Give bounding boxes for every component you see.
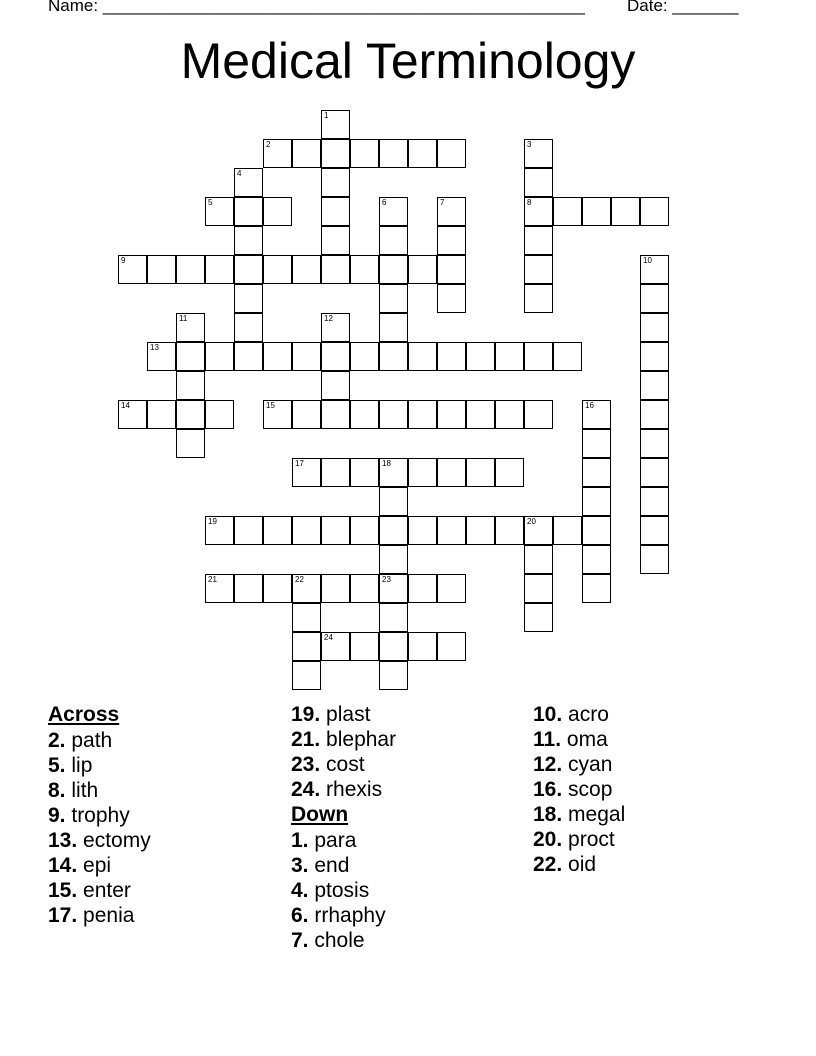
crossword-cell[interactable] bbox=[379, 516, 408, 545]
cell-number: 7 bbox=[440, 198, 445, 207]
date-field-label: Date: _______ bbox=[627, 0, 739, 15]
crossword-cell[interactable] bbox=[205, 255, 234, 284]
crossword-cell[interactable] bbox=[234, 574, 263, 603]
down-clue: 6. rrhaphy bbox=[291, 904, 386, 927]
cell-number: 4 bbox=[237, 169, 242, 178]
cell-number: 8 bbox=[527, 198, 532, 207]
crossword-cell[interactable] bbox=[379, 661, 408, 690]
cell-number: 1 bbox=[324, 111, 329, 120]
crossword-cell[interactable] bbox=[524, 516, 553, 545]
cell-number: 17 bbox=[295, 459, 304, 468]
crossword-cell[interactable] bbox=[524, 603, 553, 632]
page-title: Medical Terminology bbox=[180, 33, 636, 89]
across-clue: 2. path bbox=[48, 729, 113, 752]
crossword-cell[interactable] bbox=[263, 255, 292, 284]
crossword-cell[interactable] bbox=[321, 313, 350, 342]
crossword-cell[interactable] bbox=[234, 516, 263, 545]
crossword-cell[interactable] bbox=[379, 139, 408, 168]
crossword-cell[interactable] bbox=[379, 313, 408, 342]
across-clue: 23. cost bbox=[291, 753, 365, 776]
crossword-cell[interactable] bbox=[147, 342, 176, 371]
down-clue: 7. chole bbox=[291, 929, 365, 952]
cell-number: 2 bbox=[266, 140, 271, 149]
crossword-cell[interactable] bbox=[466, 458, 495, 487]
down-clue: 11. oma bbox=[533, 728, 608, 751]
crossword-cell[interactable] bbox=[524, 197, 553, 226]
crossword-cell[interactable] bbox=[292, 342, 321, 371]
crossword-cell[interactable] bbox=[292, 603, 321, 632]
crossword-cell[interactable] bbox=[379, 400, 408, 429]
crossword-cell[interactable] bbox=[379, 255, 408, 284]
cell-number: 10 bbox=[643, 256, 652, 265]
crossword-cell[interactable] bbox=[640, 516, 669, 545]
crossword-cell[interactable] bbox=[205, 342, 234, 371]
crossword-cell[interactable] bbox=[408, 632, 437, 661]
cell-number: 15 bbox=[266, 401, 275, 410]
crossword-cell[interactable] bbox=[524, 168, 553, 197]
crossword-cell[interactable] bbox=[437, 516, 466, 545]
crossword-cell[interactable] bbox=[205, 574, 234, 603]
crossword-cell[interactable] bbox=[321, 226, 350, 255]
cell-number: 22 bbox=[295, 575, 304, 584]
crossword-cell[interactable] bbox=[640, 313, 669, 342]
crossword-cell[interactable] bbox=[292, 255, 321, 284]
down-clue: 12. cyan bbox=[533, 753, 613, 776]
crossword-cell[interactable] bbox=[582, 429, 611, 458]
crossword-cell[interactable] bbox=[321, 197, 350, 226]
crossword-cell[interactable] bbox=[118, 400, 147, 429]
crossword-cell[interactable] bbox=[582, 197, 611, 226]
crossword-cell[interactable] bbox=[292, 139, 321, 168]
crossword-cell[interactable] bbox=[292, 632, 321, 661]
crossword-cell[interactable] bbox=[321, 632, 350, 661]
cell-number: 24 bbox=[324, 633, 333, 642]
cell-number: 13 bbox=[150, 343, 159, 352]
crossword-cell[interactable] bbox=[234, 313, 263, 342]
crossword-cell[interactable] bbox=[437, 458, 466, 487]
clue-column-3 bbox=[533, 702, 625, 877]
crossword-cell[interactable] bbox=[176, 429, 205, 458]
crossword-cell[interactable] bbox=[379, 574, 408, 603]
crossword-cell[interactable] bbox=[234, 197, 263, 226]
down-clue: 16. scop bbox=[533, 778, 613, 801]
crossword-cell[interactable] bbox=[263, 516, 292, 545]
crossword-cell[interactable] bbox=[437, 226, 466, 255]
cell-number: 11 bbox=[179, 314, 188, 323]
down-clue: 10. acro bbox=[533, 703, 609, 726]
crossword-cell[interactable] bbox=[640, 458, 669, 487]
crossword-cell[interactable] bbox=[524, 545, 553, 574]
crossword-cell[interactable] bbox=[553, 342, 582, 371]
crossword-cell[interactable] bbox=[292, 458, 321, 487]
across-clue: 24. rhexis bbox=[291, 778, 383, 801]
crossword-cell[interactable] bbox=[234, 255, 263, 284]
crossword-cell[interactable] bbox=[321, 574, 350, 603]
crossword-cell[interactable] bbox=[321, 342, 350, 371]
down-clue: 1. para bbox=[291, 829, 357, 852]
cell-number: 16 bbox=[585, 401, 594, 410]
crossword-cell[interactable] bbox=[350, 139, 379, 168]
cell-number: 12 bbox=[324, 314, 333, 323]
cell-number: 23 bbox=[382, 575, 391, 584]
crossword-cell[interactable] bbox=[176, 371, 205, 400]
crossword-cell[interactable] bbox=[379, 487, 408, 516]
crossword-cell[interactable] bbox=[495, 516, 524, 545]
crossword-cell[interactable] bbox=[524, 284, 553, 313]
crossword-cell[interactable] bbox=[205, 197, 234, 226]
crossword-cell[interactable] bbox=[437, 342, 466, 371]
crossword-cell[interactable] bbox=[292, 661, 321, 690]
crossword-cell[interactable] bbox=[495, 342, 524, 371]
crossword-cell[interactable] bbox=[379, 284, 408, 313]
across-clue: 21. blephar bbox=[291, 728, 397, 751]
crossword-cell[interactable] bbox=[582, 400, 611, 429]
crossword-cell[interactable] bbox=[466, 516, 495, 545]
crossword-cell[interactable] bbox=[263, 342, 292, 371]
crossword-cell[interactable] bbox=[640, 400, 669, 429]
crossword-cell[interactable] bbox=[640, 545, 669, 574]
crossword-cell[interactable] bbox=[582, 487, 611, 516]
crossword-cell[interactable] bbox=[640, 371, 669, 400]
crossword-cell[interactable] bbox=[292, 516, 321, 545]
down-clue: 20. proct bbox=[533, 828, 615, 851]
crossword-cell[interactable] bbox=[582, 516, 611, 545]
cell-number: 6 bbox=[382, 198, 387, 207]
down-heading: Down bbox=[291, 803, 349, 826]
crossword-cell[interactable] bbox=[176, 255, 205, 284]
crossword-cell[interactable] bbox=[524, 574, 553, 603]
crossword-cell[interactable] bbox=[524, 342, 553, 371]
crossword-cell[interactable] bbox=[176, 313, 205, 342]
crossword-cell[interactable] bbox=[292, 400, 321, 429]
crossword-cell[interactable] bbox=[408, 400, 437, 429]
crossword-cell[interactable] bbox=[321, 255, 350, 284]
crossword-cell[interactable] bbox=[466, 400, 495, 429]
crossword-cell[interactable] bbox=[640, 487, 669, 516]
crossword-cell[interactable] bbox=[321, 400, 350, 429]
name-field-label: Name: ___________________________________________________ bbox=[48, 0, 585, 15]
crossword-cell[interactable] bbox=[408, 255, 437, 284]
clue-column-1 bbox=[48, 702, 151, 928]
crossword-cell[interactable] bbox=[234, 168, 263, 197]
cell-number: 18 bbox=[382, 459, 391, 468]
crossword-cell[interactable] bbox=[379, 226, 408, 255]
crossword-cell[interactable] bbox=[321, 139, 350, 168]
across-clue: 19. plast bbox=[291, 703, 371, 726]
crossword-cell[interactable] bbox=[437, 255, 466, 284]
crossword-cell[interactable] bbox=[234, 284, 263, 313]
crossword-cell[interactable] bbox=[321, 371, 350, 400]
cell-number: 9 bbox=[121, 256, 126, 265]
crossword-cell[interactable] bbox=[379, 342, 408, 371]
crossword-cell[interactable] bbox=[321, 516, 350, 545]
crossword-cell[interactable] bbox=[379, 545, 408, 574]
crossword-cell[interactable] bbox=[350, 400, 379, 429]
crossword-cell[interactable] bbox=[205, 400, 234, 429]
crossword-cell[interactable] bbox=[379, 197, 408, 226]
across-clue: 14. epi bbox=[48, 854, 112, 877]
crossword-cell[interactable] bbox=[379, 458, 408, 487]
crossword-cell[interactable] bbox=[147, 255, 176, 284]
crossword-cell[interactable] bbox=[524, 400, 553, 429]
crossword-cell[interactable] bbox=[176, 342, 205, 371]
crossword-cell[interactable] bbox=[582, 574, 611, 603]
crossword-cell[interactable] bbox=[118, 255, 147, 284]
crossword-cell[interactable] bbox=[582, 458, 611, 487]
across-clue: 13. ectomy bbox=[48, 829, 151, 852]
cell-number: 5 bbox=[208, 198, 213, 207]
crossword-cell[interactable] bbox=[437, 574, 466, 603]
crossword-cell[interactable] bbox=[408, 139, 437, 168]
crossword-cell[interactable] bbox=[263, 139, 292, 168]
crossword-cell[interactable] bbox=[205, 516, 234, 545]
cell-number: 19 bbox=[208, 517, 217, 526]
crossword-cell[interactable] bbox=[321, 458, 350, 487]
crossword-cell[interactable] bbox=[524, 226, 553, 255]
across-heading: Across bbox=[48, 703, 120, 726]
crossword-cell[interactable] bbox=[640, 197, 669, 226]
crossword-cell[interactable] bbox=[408, 574, 437, 603]
crossword-cell[interactable] bbox=[582, 545, 611, 574]
crossword-cell[interactable] bbox=[147, 400, 176, 429]
crossword-cell[interactable] bbox=[408, 516, 437, 545]
crossword-cell[interactable] bbox=[350, 342, 379, 371]
crossword-cell[interactable] bbox=[234, 226, 263, 255]
across-clue: 15. enter bbox=[48, 879, 131, 902]
crossword-cell[interactable] bbox=[437, 284, 466, 313]
crossword-cell[interactable] bbox=[176, 400, 205, 429]
crossword-cell[interactable] bbox=[408, 458, 437, 487]
across-clue: 17. penia bbox=[48, 904, 135, 927]
crossword-cell[interactable] bbox=[234, 342, 263, 371]
crossword-cell[interactable] bbox=[379, 603, 408, 632]
down-clue: 3. end bbox=[291, 854, 350, 877]
crossword-cell[interactable] bbox=[408, 342, 437, 371]
crossword-cell[interactable] bbox=[350, 458, 379, 487]
crossword-cell[interactable] bbox=[350, 574, 379, 603]
clue-column-2 bbox=[291, 702, 396, 953]
crossword-cell[interactable] bbox=[524, 255, 553, 284]
cell-number: 21 bbox=[208, 575, 217, 584]
crossword-cell[interactable] bbox=[321, 110, 350, 139]
across-clue: 9. trophy bbox=[48, 804, 130, 827]
crossword-cell[interactable] bbox=[350, 632, 379, 661]
down-clue: 4. ptosis bbox=[291, 879, 370, 902]
crossword-cell[interactable] bbox=[263, 197, 292, 226]
crossword-cell[interactable] bbox=[263, 400, 292, 429]
crossword-cell[interactable] bbox=[553, 516, 582, 545]
crossword-cell[interactable] bbox=[350, 516, 379, 545]
cell-number: 20 bbox=[527, 517, 536, 526]
crossword-cell[interactable] bbox=[640, 342, 669, 371]
crossword-cell[interactable] bbox=[466, 342, 495, 371]
crossword-cell[interactable] bbox=[640, 284, 669, 313]
cell-number: 3 bbox=[527, 140, 532, 149]
crossword-cell[interactable] bbox=[437, 400, 466, 429]
crossword-cell[interactable] bbox=[321, 168, 350, 197]
cell-number: 14 bbox=[121, 401, 130, 410]
crossword-cell[interactable] bbox=[524, 139, 553, 168]
crossword-cell[interactable] bbox=[350, 255, 379, 284]
down-clue: 22. oid bbox=[533, 853, 597, 876]
crossword-cell[interactable] bbox=[379, 632, 408, 661]
crossword-cell[interactable] bbox=[437, 632, 466, 661]
crossword-cell[interactable] bbox=[437, 197, 466, 226]
crossword-cell[interactable] bbox=[292, 574, 321, 603]
crossword-cell[interactable] bbox=[640, 255, 669, 284]
crossword-cell[interactable] bbox=[640, 429, 669, 458]
crossword-cell[interactable] bbox=[495, 458, 524, 487]
down-clue: 18. megal bbox=[533, 803, 626, 826]
crossword-cell[interactable] bbox=[495, 400, 524, 429]
crossword-cell[interactable] bbox=[611, 197, 640, 226]
across-clue: 8. lith bbox=[48, 779, 99, 802]
crossword-cell[interactable] bbox=[263, 574, 292, 603]
crossword-cell[interactable] bbox=[437, 139, 466, 168]
across-clue: 5. lip bbox=[48, 754, 93, 777]
crossword-cell[interactable] bbox=[553, 197, 582, 226]
